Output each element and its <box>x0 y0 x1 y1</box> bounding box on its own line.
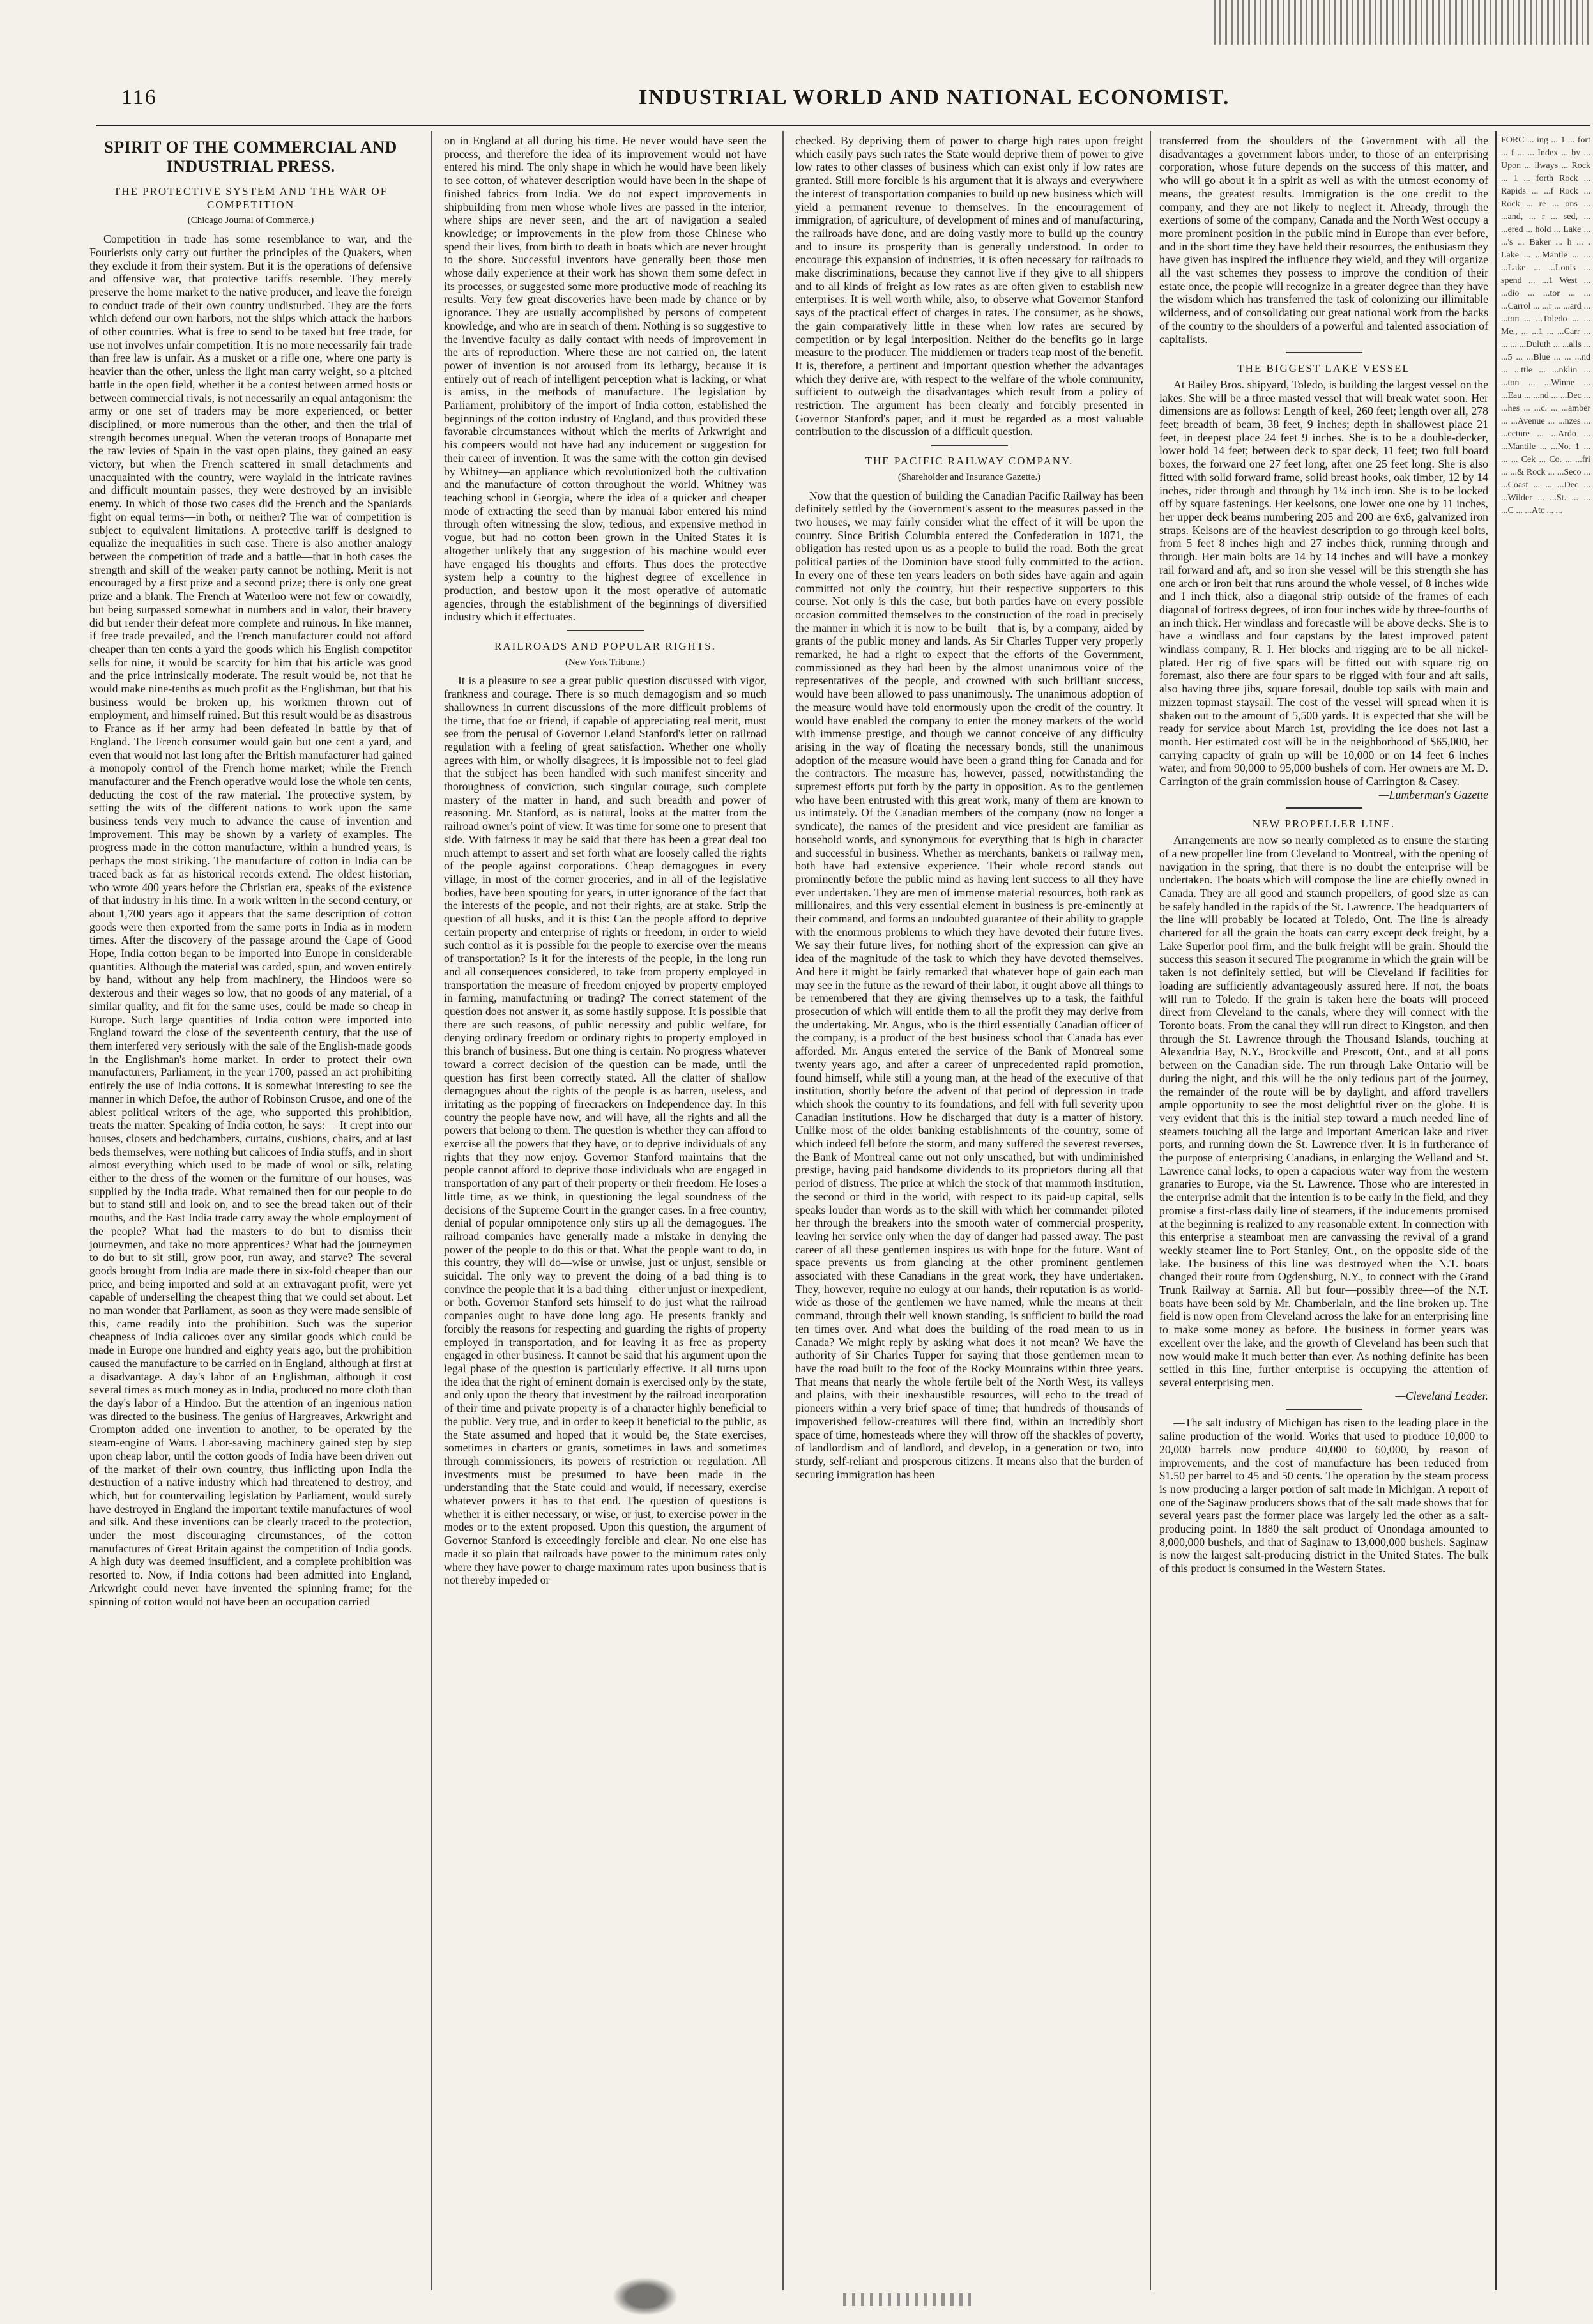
article-source: (Chicago Journal of Commerce.) <box>187 215 314 226</box>
column-1 <box>89 134 412 2293</box>
section-headline: SPIRIT OF THE COMMERCIAL AND INDUSTRIAL PRESS. <box>104 138 397 176</box>
article-body: on in England at all during his time. He never would have seen the process, and therefore the idea of its improvement would not have entered his mind. The only shape in which he would have been likely to see cotton, of whatever description would have been in the shape of finished fabrics from India. We do not expect improvements in shipbuilding from men whose whole lives are passed in the interior, where ships are never seen, and the art of navigation a sealed knowledge; or improvements in the plow from those Chinese who spend their lives, from birth to death in boats which are never brought to the shore. Successful inventors have generally been those men whose daily experience at their work has shown them some defect in its processes, or suggested some more productive mode of reaching its results. Very few great discoveries have been made by chance or by ignorance. They are usually accomplished by persons of competent knowledge, and who are in search of them. Nothing is so suggestive to the inventive faculty as daily contact with needs of improvement in the arts of reproduction. Where these are not carried on, the latent power of invention is not aroused from its lethargy, because it is entirely out of reach of intelligent perception what is lacking, or what is amiss, in the methods of manufacture. The legislation by Parliament, prohibitory of the import of India cotton, established the beginnings of the cotton industry of England, and thus provided these favorable circumstances without which the merits of Arkwright and his compeers would not have had any inducement or suggestion for their career of invention. It was the same with the cotton gin devised by Whitney—an appliance which revolutionized both the cultivation and the manufacture of cotton throughout the world. Whitney was teaching school in Georgia, where the idea of a quicker and cheaper mode of extracting the seed than by manual labor entered his mind through often witnessing the slow, tedious, and expensive method in vogue, but had no cotton been grown in the United States it is altogether unlikely that any suggestion of his machine would ever have engaged his thoughts and efforts. Thus does the protective system help a country to the highest degree of excellence in production, and bestow upon it the most operative of automatic agencies, through the establishment of the beginnings of diversified industry which it effectuates. <box>444 134 766 623</box>
article-body: Competition in trade has some resemblance to war, and the Fourierists only carry out further the principles of the Quakers, when they exclude it from their system. But it is the operations of defensive and offensive war, that protective tariffs resemble. They merely preserve the home market to the native producer, and leave the foreign to conduct trade of their own country undisturbed. They are the forts which defend our own harbors, not the ships which attack the harbors of other countries. What is free to send to be taxed but free trade, for use not involves unfair competition. It is no more necessarily fair trade than free law is unfair. As a musket or a rifle one, where one party is heavier than the other, unless the light man carry weight, so a pitched battle in the open field, whether it be a contest between armed hosts or between commercial rivals, is not necessarily an equal antagonism: the army or one set of traders may be more experienced, or better disciplined, or more numerous than the other, and then the trial of strength becomes unequal. When the veteran troops of Bonaparte met the raw levies of Spain in the vast open plains, they gained an easy victory, but when the French scattered in small detachments and unacquainted with the country, were waylaid in the intricate ravines and difficult mountain passes, they were destroyed by an invisible enemy. In which of those two cases did the French and the Spaniards fight on equal terms—in both, or neither? The war of competition is subject to equivalent limitations. A protective tariff is designed to equalize the inequalities in such case. There is also another analogy between the competition of trade and a battle—that in both cases the strength and skill of the weaker party cannot be nothing. Merit is not encouraged by a first prize and a second prize; there is only one great prize and a blank. The French at Waterloo were not few or cowardly, but being surpassed somewhat in numbers and in valor, their bravery did but render their defeat more complete and ruinous. In like manner, if free trade prevailed, and the French manufacturer could not afford cheaper than ten cents a yard the goods which his English competitor sells for nine, it would be scarcity for him that his article was good and the price intrinsically moderate. The result would be, not that he would make nine-tenths as much profit as the Englishman, but that his business would be broken up, his workmen thrown out of employment, and himself ruined. But this result would be as disastrous to France as if her army had been defeated in battle by that of England. The French consumer would gain but one cent a yard, and even that would not last long after the British manufacturer had gained a monopoly control of the French home market; while the French manufacturer and the French operative would lose the whole ten cents, deducting the cost of the raw material. The protective system, by setting the wits of the different nations to work upon the same business tends very much to advance the cause of invention and improvement. This may be shown by a variety of examples. The progress made in the cotton manufacture, within a hundred years, is perhaps the most striking. The manufacture of cotton in India can be traced back as far as historical records extend. The oldest historian, who wrote 400 years before the Christian era, speaks of the existence of that industry in his time. In a work written in the second century, or about 1,700 years ago it appears that the same description of cotton goods were then exported from the same ports in India as in modern times. After the discovery of the passage around the Cape of Good Hope, India cotton began to be imported into Europe in considerable quantities. Although the material was carded, spun, and woven entirely by hand, without any help from machinery, the Hindoos were so dexterous and their wages so low, that no goods of any material, of a similar quality, and fit for the same uses, could be made so cheap in Europe. Such large quantities of India cotton were imported into England toward the close of the seventeenth century, that the use of them interfered very seriously with the sale of the English-made goods in the Englishman's home market. In order to protect their own manufacturers, Parliament, in the year 1700, passed an act prohibiting entirely the use of India cottons. It is somewhat interesting to see the manner in which Defoe, the author of Robinson Crusoe, and one of the ablest political writers of the age, who supported this prohibition, treats the matter. Speaking of India cotton, he says:— It crept into our houses, closets and bedchambers, curtains, cushions, chairs, and at last beds themselves, were nothing but calicoes of India stuffs, and in short almost everything which used to be made of wool or silk, relating either to the dress of the women or the furniture of our houses, was supplied by the India trade. What remained then for our people to do but to stand still and look on, and to see the bread taken out of their mouths, and the East India trade carry away the whole employment of the people? What had the masters to do but to dismiss their journeymen, and take no more apprentices? What had the journeymen to do but to sit still, grow poor, run away, and starve? The several goods brought from India are made there in six-fold cheaper than our price, and being imported and sold at an extravagant profit, were yet capable of underselling the cheapest thing that we could set about. Let no man wonder that Parliament, as soon as they were made sensible of this, came readily into the prohibition. Such was the superior cheapness of India calicoes over any similar goods which could be made in Europe one hundred and eighty years ago, but the prohibition caused the manufacture to be carried on in England, although at first at a disadvantage. A day's labor of an Englishman, although it cost several times as much money as in India, produced no more cloth than the day's labor of a Hindoo. But the attention of an ingenious nation was directed to the business. The genius of Hargreaves, Arkwright and Crompton added one invention to another, to be operated by the steam-engine of Watts. Labor-saving machinery gained step by step upon cheap labor, until the cotton goods of India have been driven out of the market of their own country, thus inflicting upon India the destruction of a native industry which had threatened to destroy, and which, but for countervailing legislation by Parliament, would surely have destroyed in England the important textile manufactures of wool and silk. And these inventions can be clearly traced to the protection, under the most discouraging circumstances, of the cotton manufactures of Great Britain against the competition of India goods. A high duty was deemed insufficient, and a complete prohibition was resorted to. Now, if India cottons had been admitted into England, Arkwright could never have invented the spinning frame; for the spinning of cotton would not have been an occupation carried <box>89 233 412 1608</box>
column-3 <box>795 134 1143 2293</box>
page-number: 116 <box>121 86 157 109</box>
article-body: At Bailey Bros. shipyard, Toledo, is building the largest vessel on the lakes. She will be a three masted vessel that will break water soon. Her dimensions are as follows: Length of keel, 260 feet; length over all, 278 feet; breadth of beam, 38 feet, 9 inches; depth in shallowest place 21 feet, in deepest place 24 feet 9 inches. She is to be a double-decker, lower hold 14 feet; between deck to spar deck, 11 feet; two full board boxes, the forward one 27 feet long, after one 25 feet long. She is also fitted with solid forward frame, solid breast hooks, oak timber, 12 by 14 inches, rider through and through by 1¼ inch iron. She is to be locked off by square fastenings. Her keelsons, one lower one one by 11 inches, her upper deck beams numbering 205 and 200 are 6x6, galvanized iron straps. Kelsons are of the heaviest description to go through keel bolts, from 5 feet 8 inches high and 27 inches thick, running through and through. Her main bolts are 14 by 14 inches and will have a monkey rail forward and aft, and so iron she vessel will be this strength she has one arch or iron belt that runs around the whole vessel, of 8 inches wide and 1 inch thick, also a diagonal strip outside of the frames of each diagonal of fortress degrees, of iron four inches wide by three-fourths of an inch thick. Her windlass and forecastle will be above decks. She is to have a windlass and four capstans by the latest improved patent windlass company, R. I. Her blocks and rigging are to be all nickel-plated. Her rig of five spars will be fitted out with square rig on foremast, also there are four spars to be rigged with four and aft sails, also having three jibs, square foresail, double top sails with main and mizzen topmast staysail. The cost of the vessel will spread when it is shaken out to the amount of 5,500 yards. It is expected that she will be ready for service about March 1st, providing the ice does not last a month. Her estimated cost will be in the neighborhood of $65,000, her carrying capacity of grain up will be 10,000 or on 14 feet 6 inches water, and from 90,000 to 95,000 bushels of corn. Her owners are M. D. Carrington of the grain commission house of Carrington & Casey. <box>1159 378 1488 788</box>
scan-artifact <box>1214 0 1593 45</box>
header-rule <box>96 125 1590 126</box>
article-body: Arrangements are now so nearly completed as to ensure the starting of a new propeller line from Cleveland to Montreal, with the opening of navigation in the spring, that there is no doubt the enterprise will be undertaken. The boats which will compose the line are chiefly owned in Canada. They are all good and staunch propellers, of good size as can be safely handled in the rapids of the St. Lawrence. The headquarters of the line will probably be located at Toledo, Ont. The line is already chartered for all the grain the boats can carry except deck freight, by a Lake Superior pool firm, and the bulk freight will be grain. Should the success this season it secured The programme in which the grain will be taken is not definitely settled, but will be Cleveland if facilities for loading are sufficiently advantageously assured here. If not, the boats will run to Toledo. If the grain is taken here the boats will proceed direct from Cleveland to the canals, where they will connect with the Toronto boats. From the canal they will run direct to Kingston, and then through the St. Lawrence through the Thousand Islands, touching at Alexandria Bay, N.Y., Brockville and Prescott, Ont., and at all ports between on the Canadian side. The run through Lake Ontario will be during the night, and this will be the only tedious part of the journey, the remainder of the route will be by daylight, and afford travellers ample opportunity to see the most delightful river on the globe. It is very evident that this is the initial step toward a much needed line of steamers touching all the large and important American lake and river ports, and running down the St. Lawrence river. It is in furtherance of the purpose of enterprising Canadians, in enlarging the Welland and St. Lawrence canal locks, to open a capacious water way from the western granaries to Europe, via the St. Lawrence. Those who are interested in the enterprise admit that the intention is to be early in the field, and they promise a first-class daily line of steamers, if the inducements promised at the beginning is realized to any reasonable extent. In connection with this enterprise a steamboat men are canvassing the revival of a grand weekly steamer line to Port Stanley, Ont., on the opposite side of the lake. The business of this line was destroyed when the N.T. boats changed their route from Ogdensburg, N.Y., to connect with the Grand Trunk Railway at Sarnia. All but four—possibly three—of the N.T. boats have been sold by Mr. Chamberlain, and the line broken up. The field is now open from Cleveland across the lake for an enterprising line to make some money as before. The business in former years was excellent over the lake, and the growth of Cleveland has been such that now would make it much better than ever. As nothing definite has been settled in this line, further enterprise is occupying the attention of several enterprising men. <box>1159 834 1488 1389</box>
article-body: transferred from the shoulders of the Government with all the disadvantages a government labors under, to those of an enterprising corporation, whose future depends on the success of this matter, and who will go about it in a spirit as well as with the utmost economy of means, the greatest results. Immigration is the one credit to the company, and they are not likely to neglect it. Already, through the exertions of some of the company, Canada and the North West occupy a more prominent position in the public mind in Europe than ever before, and in the short time they have held their resources, the enthusiasm they have given has inspired the influence they wield, and they will organize all the vast schemes they possess to improve the condition of their estate once, the people will recognize in a greater degree than they have the wisdom which has transferred the task of colonizing our illimitable wilderness, and of consolidating our great national work from the backs of the country to the shoulders of a powerful and talented association of capitalists. <box>1159 134 1488 346</box>
article-body: —The salt industry of Michigan has risen to the leading place in the saline production of the world. Works that used to produce 10,000 to 20,000 barrels now produce 40,000 to 60,000, by reason of improvements, and the cost of manufacture has been reduced from $1.50 per barrel to 45 and 50 cents. The operation by the steam process is now producing a larger portion of salt made in Michigan. A report of one of the Saginaw producers shows that of the salt made shows that for several years past the former place was largely led the other as a salt-producing point. In 1880 the salt product of Onondaga amounted to 8,000,000 bushels, and that of Saginaw to 13,000,000 bushels. Saginaw is now the largest salt-producing district in the United States. The bulk of this product is consumed in the Western States. <box>1159 1416 1488 1575</box>
publication-title: INDUSTRIAL WORLD AND NATIONAL ECONOMIST. <box>639 86 1230 109</box>
column-2 <box>444 134 766 2293</box>
adjacent-page-fragment <box>1501 134 1590 2293</box>
fragment-text: FORC ... ing ... 1 ... fort ... f ... ... Index ... by ... Upon ... ilways ... Rock ... 1 ... forth Rock ... Rapids ... ...f Rock ... Rock ... re ... ons ... ...and, ... r ... sed, ... ...ered ... hold ... Lake ... ...'s ... Baker ... h ... . Lake ... ...Mantle ... ... ...Lake ... ...Louis ... spend ... ...1 West ... ...dio ... ...tor ... ... ...Carrol ... ...r ... ...ard ... ...ton ... ...Toledo ... ... Me., ... ...1 ... ...Carr ... ... ... ...Duluth ... ...alls ... ...5 ... ...Blue ... ... ...nd ... ...ttle ... ...nklin ... ...ton ... ...Winne ... ...Eau ... ...nd ... ...Dec ... ...hes ... ...c. ... ...amber ... ...Avenue ... ...nzes ... ...ecture ... ...Ardo ... ...Mantile ... ...No. 1 ... ... ... Cek ... Co. ... ...fri ... ...& Rock ... ...Seco ... ...Coast ... ... ...Dec ... ...Wilder ... ...St. ... ... ...C ... ...Atc ... ... <box>1501 135 1590 516</box>
column-divider <box>782 131 784 2290</box>
scan-artifact <box>843 2293 971 2306</box>
article-heading: THE PROTECTIVE SYSTEM AND THE WAR OF COMPETITION <box>113 185 388 211</box>
article-source: (Shareholder and Insurance Gazette.) <box>897 471 1041 482</box>
article-separator <box>1286 1409 1362 1410</box>
article-credit: —Cleveland Leader. <box>1395 1389 1488 1402</box>
article-heading: NEW PROPELLER LINE. <box>1252 818 1396 830</box>
column-divider <box>431 131 432 2290</box>
column-divider <box>1150 131 1151 2290</box>
article-body: checked. By depriving them of power to charge high rates upon freight which easily pays such rates the State would deprive them of power to give low rates to other classes of business which can exist only if low rates are granted. Still more forcible is his argument that it is always and everywhere the interest of transportation companies to build up new business which will yield a permanent revenue to themselves. In the encouragement of immigration, of agriculture, of development of mines and of manufacturing, the railroads have done, and are doing vastly more to build up the country and to insure its prosperity than is generally understood. In order to encourage this expansion of industries, it is often necessary for railroads to make discriminations, because they cannot live if they give to all shippers and to all kinds of freight as low rates as are often given to establish new enterprises. It is well worth while, also, to observe what Governor Stanford says of the practical effect of charges in rates. The consumer, as he shows, the gain comparatively little in these when low rates are secured by competition or by legal interposition. Neither do the benefits go in large measure to the producer. The middlemen or traders reap most of the benefit. It is, therefore, a pertinent and important question whether the advantages which they derive are, with respect to the welfare of the whole community, sufficient to outweigh the disadvantages which result from a policy of restriction. The argument has been clearly and forcibly presented in Governor Stanford's paper, and it must be regarded as a most valuable contribution to the discussion of a difficult question. <box>795 134 1143 438</box>
article-credit: —Lumberman's Gazette <box>1378 788 1488 801</box>
article-body: It is a pleasure to see a great public question discussed with vigor, frankness and courage. There is so much demagogism and so much shallowness in current discussions of the more difficult problems of the time, that foe or friend, if capable of appreciating real merit, must see from the perusal of Governor Leland Stanford's letter on railroad regulation with a feeling of great satisfaction. Whether one wholly agrees with him, or wholly disagrees, it is impossible not to feel glad that the subject has been handled with such manifest sincerity and thoroughness of conviction, such singular courage, such complete mastery of the matter in hand, and such breadth and power of reasoning. Mr. Stanford, as is natural, looks at the matter from the railroad owner's point of view. It was time for some one to present that side. With fairness it may be said that there has been a great deal too much attempt to assert and set forth what are loosely called the rights of the people against corporations. Cheap demagogues in every village, in most of the corner groceries, and in all of the legislative bodies, have been spouting for years, in utter ignorance of the fact that the interests of the people, and not their rights, are at stake. Strip the question of all husks, and it is this: Can the people afford to deprive certain property and enterprise of rights or freedom, in order to wield such control as it is possible for the people to exercise over the means of transportation? Is it for the interests of the people, in the long run and all consequences considered, to take from property employed in transportation the measure of freedom enjoyed by property employed in farming, manufacturing or trading? The correct statement of the question does not answer it, as some hastily suppose. It is possible that there are such reasons, of public necessity and public welfare, for denying ordinary freedom or ordinary rights to property employed in this branch of business. But one thing is certain. No progress whatever toward a correct decision of the question can be made, until the question has first been correctly stated. All the clatter of shallow demagogues about the rights of the people is as barren, useless, and irritating as the popping of firecrackers on Independence day. In this country the people have now, and will have, all the rights and all the powers that belong to them. The question is whether they can afford to exercise all the powers that they have, or to deprive individuals of any rights that they now enjoy. Governor Stanford maintains that the people cannot afford to deprive those individuals who are engaged in transportation of any part of their property or their freedom. He loses a little time, as we think, in questioning the legal soundness of the decisions of the Supreme Court in the granger cases. In a free country, denial of popular omnipotence only stirs up all the demagogues. The railroad companies have generally made a mistake in denying the power of the people to do this or that. What the people want to do, in this country, they will do—wise or unwise, just or unjust, sensible or suicidal. The only way to prevent the doing of a bad thing is to convince the people that it is a bad thing—either unjust or inexpedient, or both. Governor Stanford sets himself to do just what the railroad companies ought to have done long ago. He presents frankly and forcibly the reasons for respecting and guarding the rights of property employed in transportation, and for leaving it as free as property engaged in other business. It cannot be said that his argument upon the legal phase of the question is particularly effective. It all turns upon the idea that the right of eminent domain is exercised only by the state, and only upon the theory that investment by the railroad incorporation of their time and private property is of a character highly beneficial to the public. Very true, and in order to keep it beneficial to the public, as the State assumed and hoped that it would be, the State exercises, sometimes in charters or grants, sometimes in laws and sometimes through commissioners, its powers of restriction or regulation. All investments must be presumed to have been made in the understanding that the State could and would, if necessary, exercise whatever powers it has to that end. The question of questions is whether it is either necessary, or wise, or just, to exercise power in the modes or to the extent proposed. Upon this question, the argument of Governor Stanford is exceedingly forcible and clear. No one else has made it so plain that railroads have power to the minimum rates only where they have power to charge maximum rates upon business that is not thereby impeded or <box>444 674 766 1587</box>
article-separator <box>1286 807 1362 809</box>
article-heading: THE PACIFIC RAILWAY COMPANY. <box>865 455 1074 468</box>
article-source: (New York Tribune.) <box>565 657 646 668</box>
column-divider <box>1495 131 1497 2290</box>
article-heading: THE BIGGEST LAKE VESSEL <box>1237 362 1410 375</box>
article-heading: RAILROADS AND POPULAR RIGHTS. <box>494 640 717 653</box>
article-separator <box>567 630 644 631</box>
article-body: Now that the question of building the Canadian Pacific Railway has been definitely settled by the Government's assent to the measures passed in the two houses, we may fairly consider what the effect of it will be upon the country. Since British Columbia entered the Confederation in 1871, the obligation has rested upon us as a people to build the road. Both the great political parties of the Dominion have stood fully committed to the action. In every one of these ten years leaders on both sides have again and again committed not only the country, but their respective supporters to this course. Not only is this the case, but both parties have on every possible occasion committed themselves to the construction of the road in precisely the manner in which it is now to be built—that is, by a company, aided by grants of the public money and lands. As Sir Charles Tupper very properly remarked, he had a right to expect that the efforts of the Government, commissioned as they had been by the almost unanimous voice of the representatives of the people, and crowned with such brilliant success, would have been allowed to pass unanimously. The unanimous adoption of the measure would have told enormously upon the credit of the country. It would have enabled the company to enter the money markets of the world with immense prestige, and though we cannot conceive of any difficulty arising in the way of floating the necessary bonds, still the unanimous adoption of the measure would have been a grand thing for Canada and for the contractors. The measure has, however, passed, notwithstanding the supremest efforts put forth by the party in opposition. As to the gentlemen who have been entrusted with this great work, many of them are known to us intimately. Of the Canadian members of the company (now no longer a syndicate), the names of the president and vice president are familiar as household words, and synonymous for everything that is high in character and successful in business. Whether as merchants, bankers or railway men, both have had extensive experience. Their whole record stands out prominently before the public mind as having lent success to all they have ever undertaken. They are men of immense material resources, both rank as millionaires, and this very essential element in business is pre-eminently at their command, and forms an undoubted guarantee of their ability to grapple with the enormous problems to which they have devoted their future lives. We say their future lives, for nothing short of the expression can give an idea of the magnitude of the task to which they have devoted themselves. And here it might be fairly remarked that whatever hope of gain each man may see in the future as the reward of their labor, it ought above all things to be remembered that they are giving themselves up to a task, the faithful prosecution of which will entitle them to all the profit they may derive from the undertaking. Mr. Angus, who is the third essentially Canadian officer of the company, is a product of the best business school that Canada has ever afforded. Mr. Angus entered the service of the Bank of Montreal some twenty years ago, and after a career of unprecedented rapid promotion, found himself, while still a young man, at the head of the executive of that institution, shortly before the advent of that period of depression in trade which shook the country to its foundations, and fell with full severity upon Canadian institutions. How he discharged that duty is a matter of history. Unlike most of the older banking establishments of the country, some of which indeed fell before the storm, and many suffered the severest reverses, the Bank of Montreal came out not only unscathed, but with undiminished prestige, having paid handsome dividends to its proprietors during all that period of distress. The price at which the stock of that mammoth institution, the second or third in the world, with respect to its paid-up capital, sells speaks louder than words as to the skill with which her commander piloted her through the breakers into the smooth water of commercial prosperity, leaving her service only when the day of danger had passed away. The past career of all these gentlemen inspires us with hope for the future. Want of space prevents us from glancing at the other prominent gentlemen associated with these Canadians in the great work, they have undertaken. They, however, require no eulogy at our hands, their reputation is as world-wide as those of the gentlemen we have named, while the means at their command, through their well known standing, is sufficient to build the road ten times over. And what does the building of the road mean to us in Canada? We might reply by asking what does it not mean? We have the authority of Sir Charles Tupper for saying that those gentlemen mean to have the road built to the foot of the Rocky Mountains within three years. That means that nearly the whole fertile belt of the North West, its valleys and plains, with their inexhaustible resources, will echo to the tread of pioneers within a very brief space of time; that hundreds of thousands of impoverished fellow-creatures will there find, within an incredibly short space of time, homesteads where they will throw off the shackles of poverty, of landlordism and of landlord, and develop, in a generation or two, into sturdy, self-reliant and prosperous citizens. It means also that the burden of securing immigration has been <box>795 489 1143 1481</box>
article-separator <box>1286 352 1362 353</box>
scan-artifact <box>607 2274 683 2319</box>
article-separator <box>931 445 1008 446</box>
column-4 <box>1159 134 1488 2293</box>
page-header <box>96 77 1590 115</box>
